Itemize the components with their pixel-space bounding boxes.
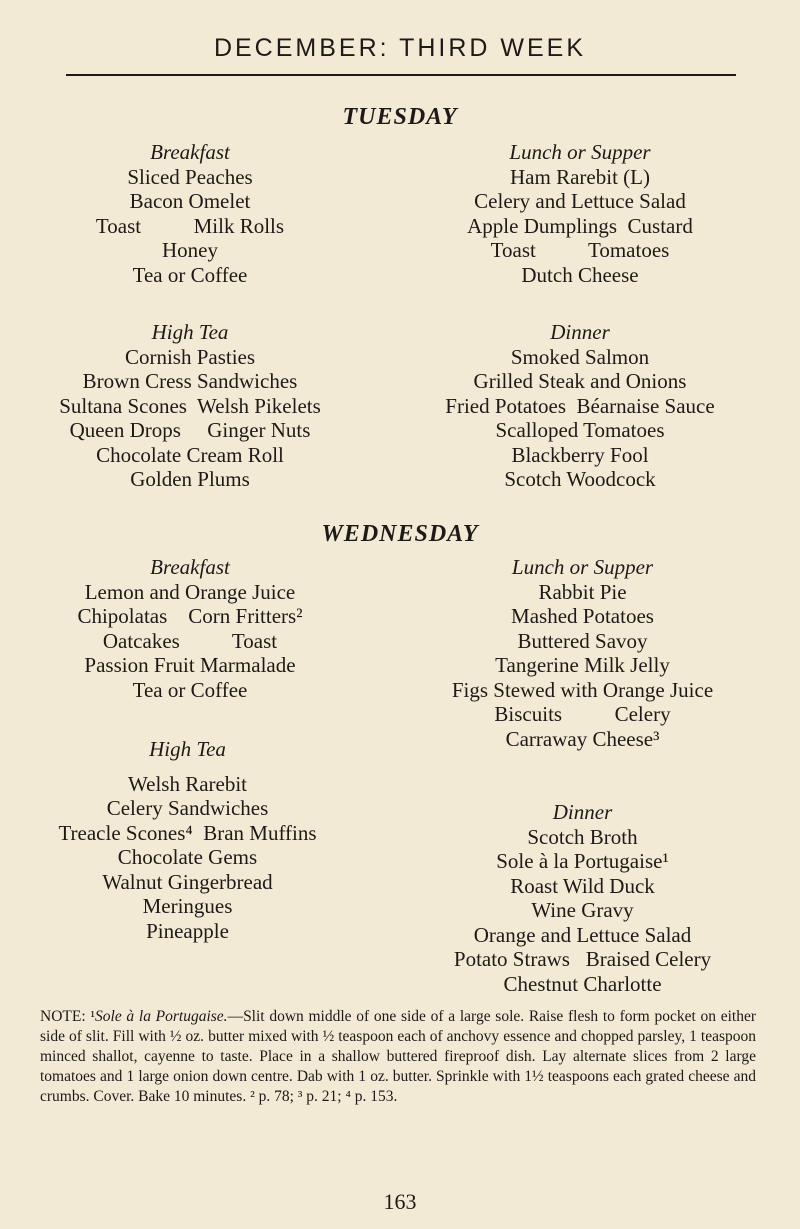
note-text: —Slit down middle of one side of a large sole. Raise flesh to form pocket on either side of slit. Fill with ½ oz. butter mixed with ½ teaspoon each of anchovy essence and chopped parsley, 1 teaspoon minced shallot, cayenne to taste. Place in a shallow buttered fireproof dish. Lay alternate slices from 2 large tomatoes and 1 large onion down centre. Dab with 1 oz. butter. Sprinkle with 1½ teaspoons each grated cheese and crumbs. Cover. Bake 10 minutes. ² p. 78; ³ p. 21; ⁴ p. 153. <box>40 1008 756 1105</box>
menu-item: Wine Gravy <box>531 898 634 922</box>
menu-item: Toast Tomatoes <box>490 238 670 262</box>
menu-item: Tea or Coffee <box>132 262 248 287</box>
menu-item: Fried Potatoes Béarnaise Sauce <box>445 393 715 418</box>
menu-item: Welsh Rarebit <box>127 771 248 796</box>
menu-item: Chestnut Charlotte <box>503 971 662 996</box>
tuesday-breakfast-heading: Breakfast <box>150 140 230 164</box>
note-label: NOTE: <box>40 1008 91 1025</box>
tuesday-title: TUESDAY <box>342 104 458 130</box>
menu-item: Buttered Savoy <box>517 628 648 653</box>
menu-item: Scalloped Tomatoes <box>495 418 665 442</box>
menu-item: Toast Milk Rolls <box>95 213 285 238</box>
menu-item: Sole à la Portugaise¹ <box>496 849 669 873</box>
menu-item: Smoked Salmon <box>510 344 650 369</box>
wednesday-high-tea-heading: High Tea <box>149 737 226 761</box>
menu-item: Scotch Broth <box>527 824 638 849</box>
menu-item: Walnut Gingerbread <box>102 869 273 894</box>
menu-item: Pineapple <box>146 918 229 943</box>
wednesday-dinner <box>385 800 780 996</box>
menu-item: Scotch Woodcock <box>504 467 656 491</box>
wednesday-lunch-heading: Lunch or Supper <box>511 555 654 579</box>
wednesday-lunch <box>385 555 780 751</box>
menu-item: Meringues <box>142 894 233 918</box>
tuesday-dinner <box>395 320 765 492</box>
menu-item: Treacle Scones⁴ Bran Muffins <box>58 820 317 845</box>
menu-item: Apple Dumplings Custard <box>467 213 693 238</box>
menu-item: Golden Plums <box>130 467 250 491</box>
menu-item: Brown Cress Sandwiches <box>82 369 298 393</box>
wednesday-breakfast-heading: Breakfast <box>150 555 230 579</box>
menu-item: Queen Drops Ginger Nuts <box>69 418 311 442</box>
menu-item: Dutch Cheese <box>521 262 639 287</box>
wednesday-high-tea <box>10 737 365 943</box>
menu-item: Carraway Cheese³ <box>505 726 660 751</box>
menu-item: Orange and Lettuce Salad <box>473 922 692 947</box>
menu-item: Celery and Lettuce Salad <box>474 189 686 213</box>
menu-item: Sultana Scones Welsh Pikelets <box>59 393 321 418</box>
tuesday-breakfast <box>40 140 340 287</box>
tuesday-lunch-heading: Lunch or Supper <box>509 140 651 164</box>
header-rule <box>66 74 736 76</box>
menu-item: Celery Sandwiches <box>106 796 269 820</box>
menu-item: Mashed Potatoes <box>511 604 654 628</box>
menu-item: Potato Straws Braised Celery <box>453 947 712 971</box>
tuesday-lunch <box>395 140 765 287</box>
menu-item: Passion Fruit Marmalade <box>84 653 296 677</box>
menu-item: Honey <box>162 238 218 262</box>
menu-item: Tangerine Milk Jelly <box>495 653 670 677</box>
menu-item: Cornish Pasties <box>124 344 256 369</box>
menu-item: Roast Wild Duck <box>510 873 655 898</box>
wednesday-title: WEDNESDAY <box>321 521 479 547</box>
page-header: DECEMBER: THIRD WEEK <box>213 34 587 62</box>
menu-item: Chipolatas Corn Fritters² <box>77 604 303 628</box>
menu-item: Figs Stewed with Orange Juice <box>451 677 714 702</box>
page-number: 163 <box>383 1189 417 1214</box>
menu-item: Tea or Coffee <box>132 677 248 702</box>
note-marker: ¹ <box>90 1008 96 1025</box>
menu-item: Biscuits Celery <box>494 702 671 726</box>
tuesday-dinner-heading: Dinner <box>550 320 610 344</box>
note-title: Sole à la Portugaise. <box>95 1008 228 1025</box>
menu-item: Ham Rarebit (L) <box>510 164 650 189</box>
menu-item: Lemon and Orange Juice <box>84 579 296 604</box>
menu-item: Grilled Steak and Onions <box>473 369 687 393</box>
wednesday-breakfast <box>20 555 360 702</box>
menu-item: Bacon Omelet <box>129 189 251 213</box>
menu-item: Chocolate Cream Roll <box>96 442 284 467</box>
menu-item: Blackberry Fool <box>511 442 649 467</box>
menu-item: Oatcakes Toast <box>102 628 278 653</box>
tuesday-high-tea-heading: High Tea <box>151 320 229 344</box>
wednesday-dinner-heading: Dinner <box>552 800 613 824</box>
recipe-note <box>40 1007 756 1107</box>
menu-item: Chocolate Gems <box>117 845 258 869</box>
menu-item: Sliced Peaches <box>127 164 253 189</box>
tuesday-high-tea <box>20 320 360 492</box>
menu-item: Rabbit Pie <box>538 579 627 604</box>
